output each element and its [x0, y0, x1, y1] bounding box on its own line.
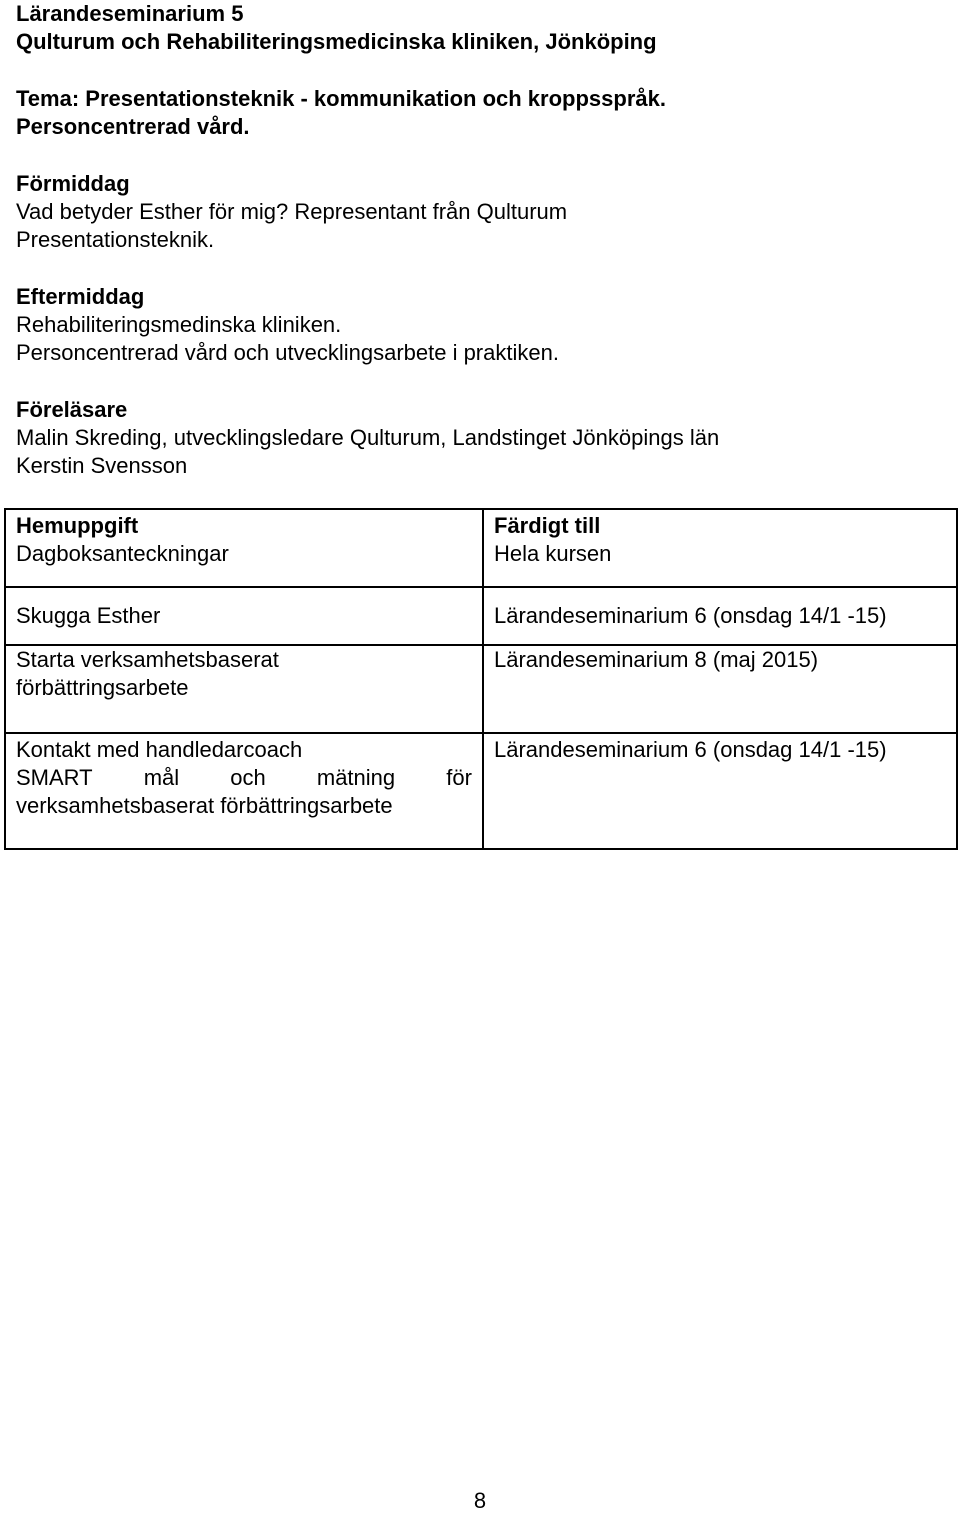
- task-word: mätning: [316, 765, 396, 790]
- lecturer-1: Malin Skreding, utvecklingsledare Qulturum, Landstinget Jönköpings län: [16, 425, 720, 450]
- due-text: Lärandeseminarium 6 (onsdag 14/1 -15): [494, 737, 887, 762]
- theme-line-2: Personcentrerad vård.: [16, 114, 250, 139]
- theme-line-1: Tema: Presentationsteknik - kommunikation och kroppsspråk.: [16, 86, 666, 111]
- lecturer-2: Kerstin Svensson: [16, 453, 188, 478]
- task-text-line-1: Starta verksamhetsbaserat: [16, 647, 279, 672]
- table-cell: [5, 509, 483, 587]
- table-cell: [483, 733, 957, 849]
- homework-table: [4, 508, 958, 850]
- document-title: Lärandeseminarium 5: [16, 1, 244, 26]
- table-cell: [5, 645, 483, 733]
- table-row: [5, 587, 957, 645]
- due-text: Lärandeseminarium 8 (maj 2015): [494, 647, 819, 672]
- task-word: SMART: [16, 765, 93, 790]
- task-word: för: [446, 765, 472, 790]
- table-row: [5, 509, 957, 587]
- task-word: mål: [143, 765, 180, 790]
- homework-column-heading: Hemuppgift: [16, 513, 139, 538]
- table-cell: [5, 733, 483, 849]
- task-text: Skugga Esther: [16, 603, 161, 628]
- due-column-heading: Färdigt till: [494, 513, 601, 538]
- afternoon-line-1: Rehabiliteringsmedinska kliniken.: [16, 312, 342, 337]
- document-subtitle: Qulturum och Rehabiliteringsmedicinska kliniken, Jönköping: [16, 29, 657, 54]
- task-text-line-2: förbättringsarbete: [16, 675, 189, 700]
- task-text-line-2: [16, 764, 472, 792]
- table-row: [5, 645, 957, 733]
- table-cell: [5, 587, 483, 645]
- page-number: 8: [473, 1488, 487, 1513]
- lecturers-heading: Föreläsare: [16, 397, 128, 422]
- task-text: Dagboksanteckningar: [16, 541, 229, 566]
- table-cell: [483, 645, 957, 733]
- table-cell: [483, 587, 957, 645]
- task-text-line-3: verksamhetsbaserat förbättringsarbete: [16, 793, 393, 818]
- morning-heading: Förmiddag: [16, 171, 130, 196]
- table-cell: [483, 509, 957, 587]
- afternoon-line-2: Personcentrerad vård och utvecklingsarbete i praktiken.: [16, 340, 559, 365]
- morning-line-2: Presentationsteknik.: [16, 227, 215, 252]
- task-text-line-1: Kontakt med handledarcoach: [16, 737, 303, 762]
- task-word: och: [230, 765, 266, 790]
- due-text: Hela kursen: [494, 541, 612, 566]
- table-row: [5, 733, 957, 849]
- afternoon-heading: Eftermiddag: [16, 284, 145, 309]
- due-text: Lärandeseminarium 6 (onsdag 14/1 -15): [494, 603, 887, 628]
- document-page: [16, 0, 946, 480]
- morning-line-1: Vad betyder Esther för mig? Representant från Qulturum: [16, 199, 568, 224]
